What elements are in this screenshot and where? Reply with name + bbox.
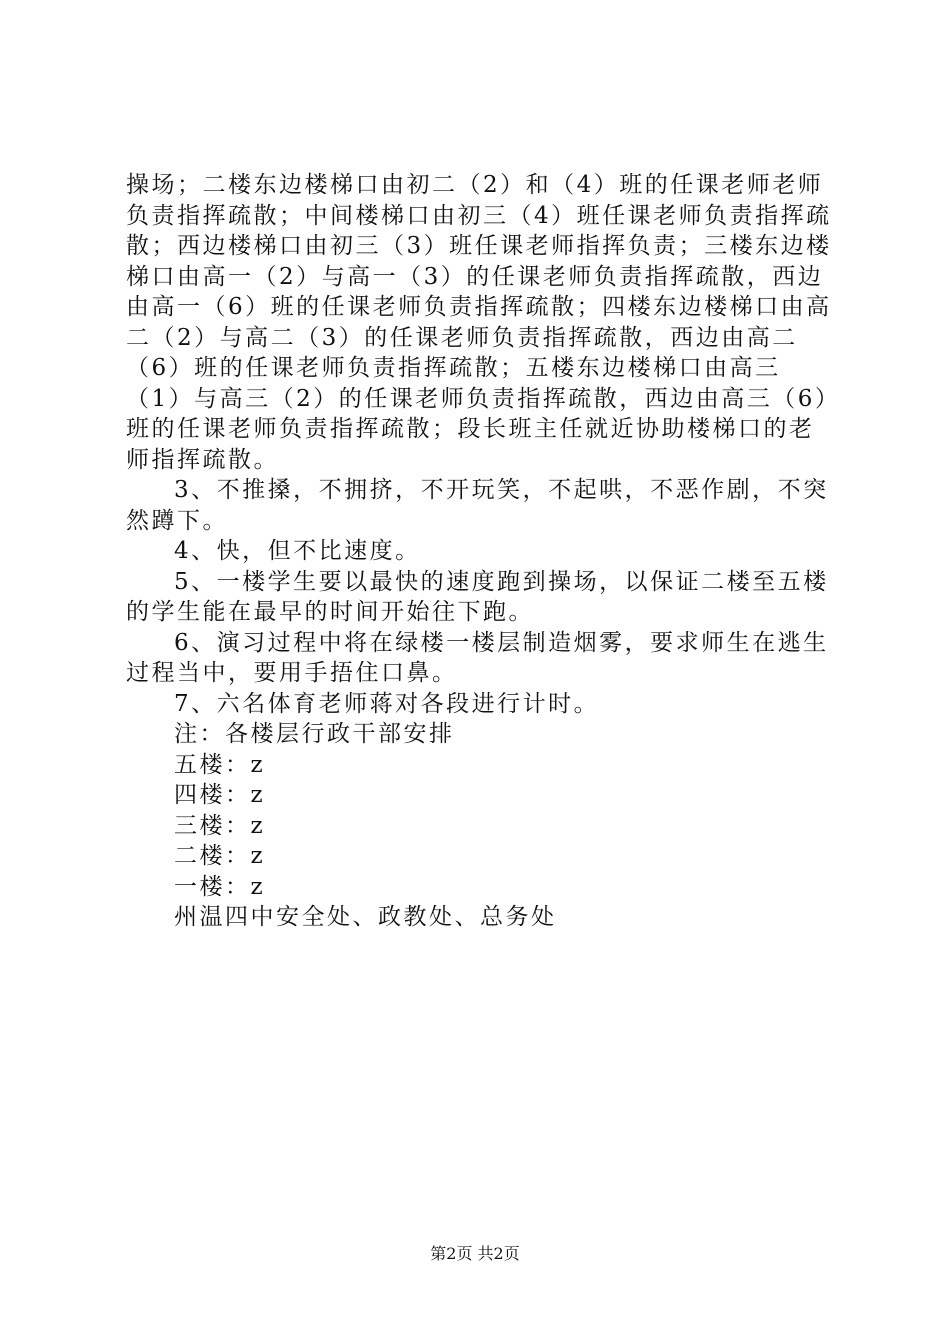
text-line: 梯口由高一（2）与高一（3）的任课老师负责指挥疏散，西边: [126, 263, 824, 290]
floor-5-assignment: 五楼：z: [174, 751, 266, 778]
floor-1-assignment: 一楼：z: [174, 873, 266, 900]
list-item-4: 4、快，但不比速度。: [174, 538, 421, 564]
text-line: 师指挥疏散。: [126, 446, 279, 473]
note-heading: 注：各楼层行政干部安排: [174, 721, 455, 747]
list-item-6: 6、演习过程中将在绿楼一楼层制造烟雾，要求师生在逃生: [174, 629, 829, 656]
text-line: 由高一（6）班的任课老师负责指挥疏散；四楼东边楼梯口由高: [126, 294, 832, 320]
signature-departments: 州温四中安全处、政教处、总务处: [174, 904, 557, 930]
text-line: 过程当中，要用手捂住口鼻。: [126, 660, 458, 686]
list-item-5: 5、一楼学生要以最快的速度跑到操场，以保证二楼至五楼: [174, 568, 829, 595]
document-body: [126, 170, 841, 933]
text-line: 散；西边楼梯口由初三（3）班任课老师指挥负责；三楼东边楼: [126, 233, 832, 259]
text-line: 班的任课老师负责指挥疏散；段长班主任就近协助楼梯口的老: [126, 416, 815, 442]
text-line: 的学生能在最早的时间开始往下跑。: [126, 599, 534, 625]
text-line: （1）与高三（2）的任课老师负责指挥疏散，西边由高三（6）: [126, 385, 841, 412]
floor-2-assignment: 二楼：z: [174, 843, 266, 869]
text-line: 然蹲下。: [126, 507, 228, 534]
list-item-7: 7、六名体育老师蒋对各段进行计时。: [174, 690, 600, 717]
list-item-3: 3、不推搡，不拥挤，不开玩笑，不起哄，不恶作剧，不突: [174, 477, 829, 503]
text-line: （6）班的任课老师负责指挥疏散；五楼东边楼梯口由高三: [126, 355, 781, 381]
floor-4-assignment: 四楼：z: [174, 782, 266, 808]
page-footer: 第2页 共2页: [430, 1244, 520, 1263]
floor-3-assignment: 三楼：z: [174, 812, 266, 839]
text-line: 二（2）与高二（3）的任课老师负责指挥疏散，西边由高二: [126, 324, 798, 351]
text-line: 操场；二楼东边楼梯口由初二（2）和（4）班的任课老师老师: [126, 172, 824, 198]
text-line: 负责指挥疏散；中间楼梯口由初三（4）班任课老师负责指挥疏: [126, 202, 832, 229]
